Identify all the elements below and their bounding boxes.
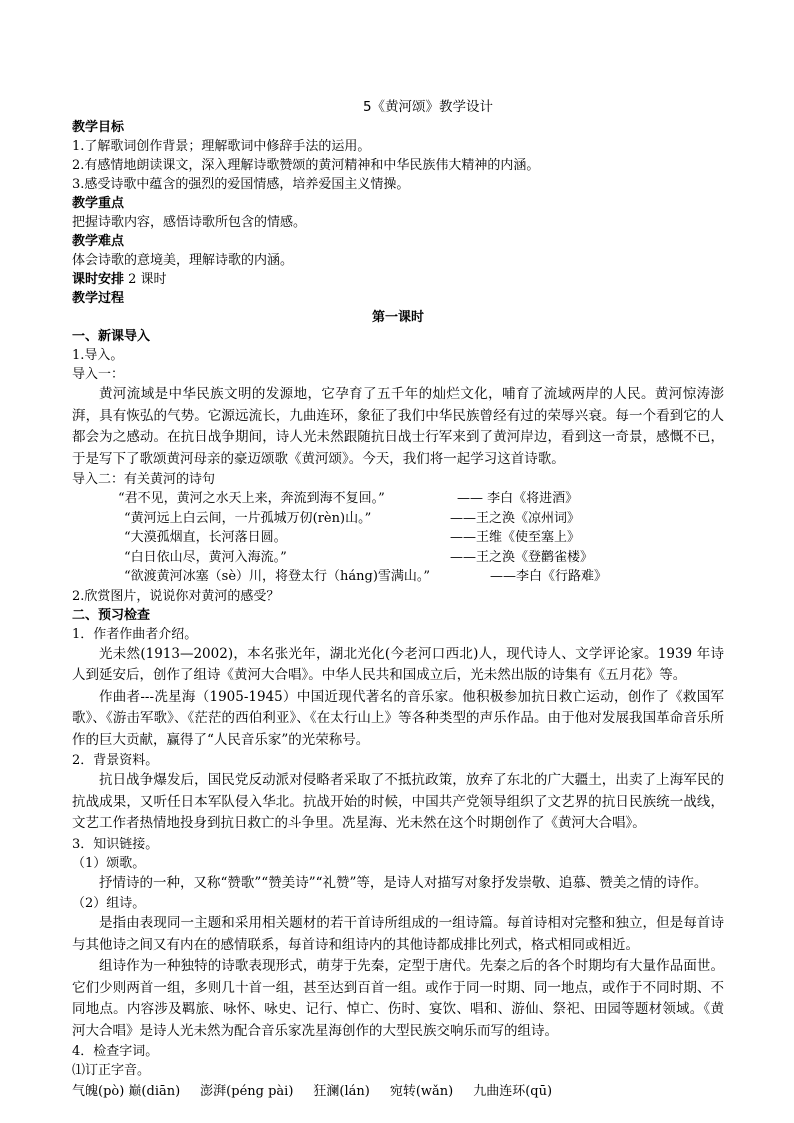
pronunciation-label: ⑴订正字音。 (72, 1063, 151, 1078)
objectives-heading: 教学目标 (72, 120, 125, 135)
pronunciation-item: 狂澜(lán) (313, 1084, 370, 1099)
intro2-label: 导入二：有关黄河的诗句 (72, 472, 216, 487)
document-page (72, 96, 724, 1101)
key-points-text: 把握诗歌内容，感悟诗歌所包含的情感。 (72, 215, 307, 230)
key-points-heading: 教学重点 (72, 196, 125, 211)
poem-line (72, 489, 724, 509)
check-label: 4．检查字词。 (72, 1044, 159, 1059)
ode-paragraph: 抒情诗的一种，又称“赞歌”“赞美诗”“礼赞”等，是诗人对描写对象抒发崇敬、追慕、赞美之情的诗作。 (99, 874, 708, 891)
poem-quote: “白日依山尽，黄河入海流。” (124, 549, 287, 565)
poem-author: ——王之涣《登鹳雀楼》 (450, 549, 594, 565)
pronunciation-item: 气魄(pò) 巅(diān) (72, 1084, 181, 1099)
difficulties-heading: 教学难点 (72, 234, 125, 249)
poem-quote: “黄河远上白云间，一片孤城万仞(rèn)山。” (124, 510, 372, 526)
ode-label: （1）颂歌。 (72, 855, 146, 871)
lesson-heading: 第一课时 (371, 310, 424, 325)
poem-line (72, 509, 724, 529)
pronunciation-item: 澎湃(péng pài) (200, 1084, 294, 1099)
suite-paragraph: 组诗作为一种独特的诗歌表现形式，萌芽于先秦，定型于唐代。先秦之后的各个时期均有大量作品面世。它们少则两首一组，多则几十首一组，甚至达到百首一组。或作于同一时期、同一地点，或作于不同时期、不同地点。内容涉及羁旅、咏怀、咏史、记行、悼亡、伤时、宴饮、唱和、游仙、祭祀、田园等题材领域。《黄河大合唱》是诗人光未然为配合音乐家冼星海创作的大型民族交响乐而写的组诗。 (72, 958, 724, 1039)
objective-item: 2.有感情地朗读课文，深入理解诗歌赞颂的黄河精神和中华民族伟大精神的内涵。 (72, 158, 540, 173)
process-heading: 教学过程 (72, 291, 125, 306)
poem-quote: “欲渡黄河冰塞（sè）川，将登太行（háng)雪满山。” (124, 569, 431, 584)
background-paragraph: 抗日战争爆发后，国民党反动派对侵略者采取了不抵抗政策，放弃了东北的广大疆土，出卖了上海军民的抗战成果，又听任日本军队侵入华北。抗战开始的时候，中国共产党领导组织了文艺界的抗日民族统一战线，文艺工作者热情地投身到抗日救亡的斗争里。冼星海、光未然在这个时期创作了《黄河大合唱》。 (72, 772, 724, 831)
knowledge-label: 3．知识链接。 (72, 836, 159, 852)
schedule-heading: 课时安排 (72, 272, 125, 287)
poem-quote: “大漠孤烟直，长河落日圆。 (124, 530, 287, 545)
poem-quote: “君不见，黄河之水天上来，奔流到海不复回。” (118, 491, 385, 506)
poem-author: —— 李白《将进酒》 (457, 491, 579, 506)
poem-line (72, 548, 724, 568)
appreciate-line: 2.欣赏图片，说说你对黄河的感受？ (72, 588, 280, 604)
authors-label: 1．作者作曲者介绍。 (72, 626, 198, 642)
poem-line (72, 528, 724, 548)
background-label: 2．背景资料。 (72, 753, 159, 768)
pronunciation-item: 宛转(wǎn) (389, 1084, 454, 1099)
poem-author: ——李白《行路难》 (490, 569, 608, 584)
intro-label: 1.导入。 (72, 348, 124, 363)
intro1-label: 导入一： (72, 367, 125, 382)
composer-paragraph: 作曲者---冼星海（1905-1945）中国近现代著名的音乐家。他积极参加抗日救亡运动，创作了《救国军歌》、《游击军歌》、《茫茫的西伯利亚》、《在太行山上》等各种类型的声乐作品。由于他对发展我国革命音乐所作的巨大贡献，赢得了“人民音乐家”的光荣称号。 (72, 688, 724, 748)
poem-author: ——王维《使至塞上》 (450, 530, 581, 545)
suite-paragraph: 是指由表现同一主题和采用相关题材的若干首诗所组成的一组诗篇。每首诗相对完整和独立，但是每首诗与其他诗之间又有内在的感情联系，每首诗和组诗内的其他诗都成排比列式，格式相同或相近。 (72, 915, 724, 953)
poem-line (72, 567, 724, 587)
suite-label: （2）组诗。 (72, 896, 146, 911)
pronunciation-list (72, 1082, 724, 1101)
document-title: 5《黄河颂》教学设计 (362, 99, 494, 115)
section2-heading: 二、预习检查 (72, 607, 151, 623)
schedule-text: 2 课时 (124, 272, 167, 287)
poem-author: ——王之涣《凉州词》 (450, 510, 581, 526)
intro1-paragraph: 黄河流域是中华民族文明的发源地，它孕育了五千年的灿烂文化，哺育了流域两岸的人民。黄河惊涛澎湃，具有恢弘的气势。它源远流长，九曲连环，象征了我们中华民族曾经有过的荣辱兴衰。每一个看到它的人都会为之感动。在抗日战争期间，诗人光未然跟随抗日战士行军来到了黄河岸边，看到这一奇景，感慨不已，于是写下了歌颂黄河母亲的豪迈颂歌《黄河颂》。今天，我们将一起学习这首诗歌。 (72, 386, 724, 467)
difficulties-text: 体会诗歌的意境美，理解诗歌的内涵。 (72, 253, 294, 268)
objective-item: 3.感受诗歌中蕴含的强烈的爱国情感，培养爱国主义情操。 (72, 177, 410, 192)
section1-heading: 一、新课导入 (72, 329, 151, 344)
objective-item: 1.了解歌词创作背景；理解歌词中修辞手法的运用。 (72, 139, 371, 154)
author-paragraph: 光未然(1913—2002)，本名张光年，湖北光化(今老河口西北)人，现代诗人、文学评论家。1939 年诗人到延安后，创作了组诗《黄河大合唱》。中华人民共和国成立后，光未然出版的诗集有《五月花》等。 (72, 645, 724, 683)
pronunciation-item: 九曲连环(qū) (473, 1084, 553, 1099)
schedule-line (72, 270, 724, 289)
